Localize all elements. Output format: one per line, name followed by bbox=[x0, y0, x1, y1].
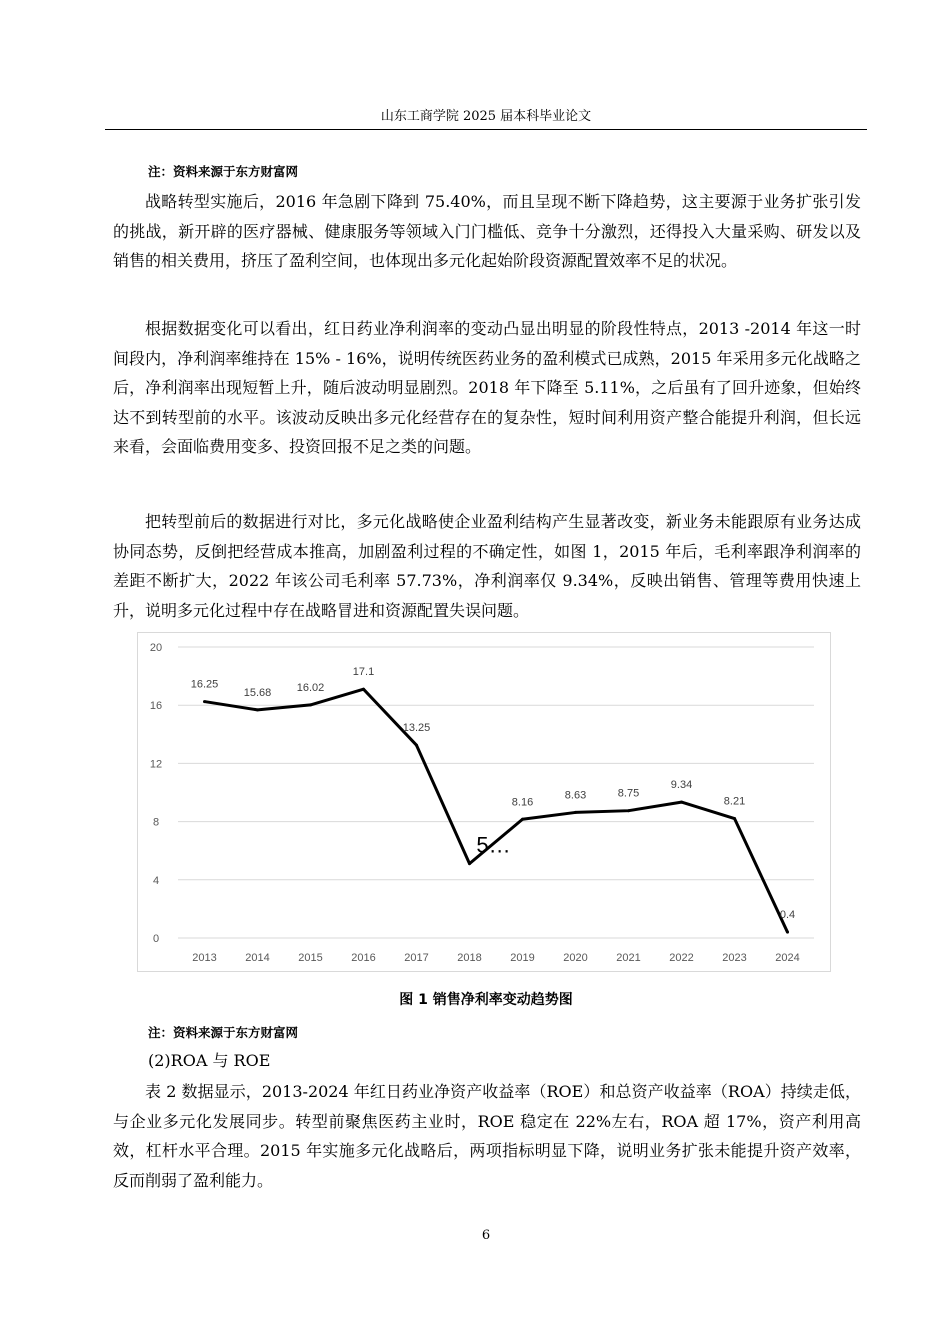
data-point-2018 bbox=[468, 862, 471, 865]
section-paragraph: 表 2 数据显示，2013-2024 年红日药业净资产收益率（ROE）和总资产收益率（ROA）持续走低，与企业多元化发展同步。转型前聚焦医药主业时，ROE 稳定在 22%左右，ROA 超 17%，资产利用高效，杠杆水平合理。2015 年实施多元化战略后，两项指标明显下降，说明业务扩张未能提升资产效率，反而削弱了盈利能力。 bbox=[113, 1082, 861, 1190]
data-label: 8.16 bbox=[511, 796, 534, 809]
y-tick-label: 16 bbox=[149, 700, 163, 713]
data-point-2014 bbox=[256, 708, 259, 711]
data-point-2013 bbox=[203, 700, 206, 703]
x-tick-label: 2018 bbox=[457, 952, 482, 964]
net-margin-chart bbox=[137, 632, 831, 972]
x-tick-label: 2023 bbox=[722, 952, 747, 964]
data-point-2023 bbox=[733, 817, 736, 820]
data-label: 16.02 bbox=[296, 681, 325, 694]
source-note-top: 注：资料来源于东方财富网 bbox=[148, 164, 299, 179]
x-tick-label: 2019 bbox=[510, 952, 535, 964]
paragraph-3: 把转型前后的数据进行对比，多元化战略使企业盈利结构产生显著改变，新业务未能跟原有业务达成协同态势，反倒把经营成本推高，加剧盈利过程的不确定性，如图 1，2015 年后，毛利率跟净利润率的差距不断扩大，2022 年该公司毛利率 57.73%，净利润率仅 9.34%，反映出销售、管理等费用快速上升，说明多元化过程中存在战略冒进和资源配置失误问题。 bbox=[113, 512, 861, 620]
x-tick-label: 2024 bbox=[775, 952, 800, 964]
x-tick-label: 2022 bbox=[669, 952, 694, 964]
paragraph-1: 战略转型实施后，2016 年急剧下降到 75.40%，而且呈现不断下降趋势，这主要源于业务扩张引发的挑战，新开辟的医疗器械、健康服务等领域入门门槛低、竞争十分激烈，还得投入大量采购、研发以及销售的相关费用，挤压了盈利空间，也体现出多元化起始阶段资源配置效率不足的状况。 bbox=[113, 192, 861, 270]
x-tick-label: 2021 bbox=[616, 952, 641, 964]
x-tick-label: 2013 bbox=[192, 952, 217, 964]
y-tick-label: 8 bbox=[152, 816, 160, 829]
paragraph-2: 根据数据变化可以看出，红日药业净利润率的变动凸显出明显的阶段性特点，2013 -2014 年这一时间段内，净利润率维持在 15% - 16%，说明传统医药业务的盈利模式已成熟，2015 年采用多元化战略之后，净利润率出现短暂上升，随后波动明显剧烈。2018 年下降至 5.11%，之后虽有了回升迹象，但始终达不到转型前的水平。该波动反映出多元化经营存在的复杂性，短时间利用资产整合能提升利润，但长远来看，会面临费用变多、投资回报不足之类的问题。 bbox=[113, 319, 861, 456]
data-label: 13.25 bbox=[402, 722, 431, 735]
header-rule bbox=[105, 129, 867, 130]
page-number: 6 bbox=[481, 1228, 491, 1243]
data-label: 8.63 bbox=[564, 789, 587, 802]
y-tick-label: 0 bbox=[152, 933, 160, 945]
y-tick-label: 4 bbox=[152, 874, 160, 887]
net-margin-chart-svg bbox=[138, 633, 832, 973]
x-tick-label: 2014 bbox=[245, 952, 270, 964]
data-label: 9.34 bbox=[670, 779, 693, 792]
data-point-2015 bbox=[309, 703, 312, 706]
data-label: 17.1 bbox=[352, 666, 375, 679]
data-label: 0.4 bbox=[779, 909, 796, 922]
source-note-bottom: 注：资料来源于东方财富网 bbox=[148, 1025, 299, 1040]
data-point-2020 bbox=[574, 811, 577, 814]
figure-caption: 图 1 销售净利率变动趋势图 bbox=[399, 992, 573, 1008]
x-tick-label: 2015 bbox=[298, 952, 323, 964]
data-point-2017 bbox=[415, 744, 418, 747]
data-point-2019 bbox=[521, 818, 524, 821]
x-tick-label: 2020 bbox=[563, 952, 588, 964]
x-tick-label: 2017 bbox=[404, 952, 429, 964]
data-point-2022 bbox=[680, 801, 683, 804]
data-label: 8.21 bbox=[723, 795, 746, 808]
data-label: 16.25 bbox=[190, 678, 219, 691]
y-tick-label: 20 bbox=[149, 642, 163, 654]
x-tick-label: 2016 bbox=[351, 952, 376, 964]
data-label: 8.75 bbox=[617, 787, 640, 800]
data-label: 5… bbox=[476, 832, 511, 858]
section-heading: (2)ROA 与 ROE bbox=[148, 1051, 271, 1070]
y-tick-label: 12 bbox=[149, 758, 163, 771]
data-point-2021 bbox=[627, 809, 630, 812]
data-point-2024 bbox=[786, 931, 789, 934]
data-point-2016 bbox=[362, 688, 365, 691]
data-label: 15.68 bbox=[243, 686, 272, 699]
running-header: 山东工商学院 2025 届本科毕业论文 bbox=[380, 109, 592, 124]
